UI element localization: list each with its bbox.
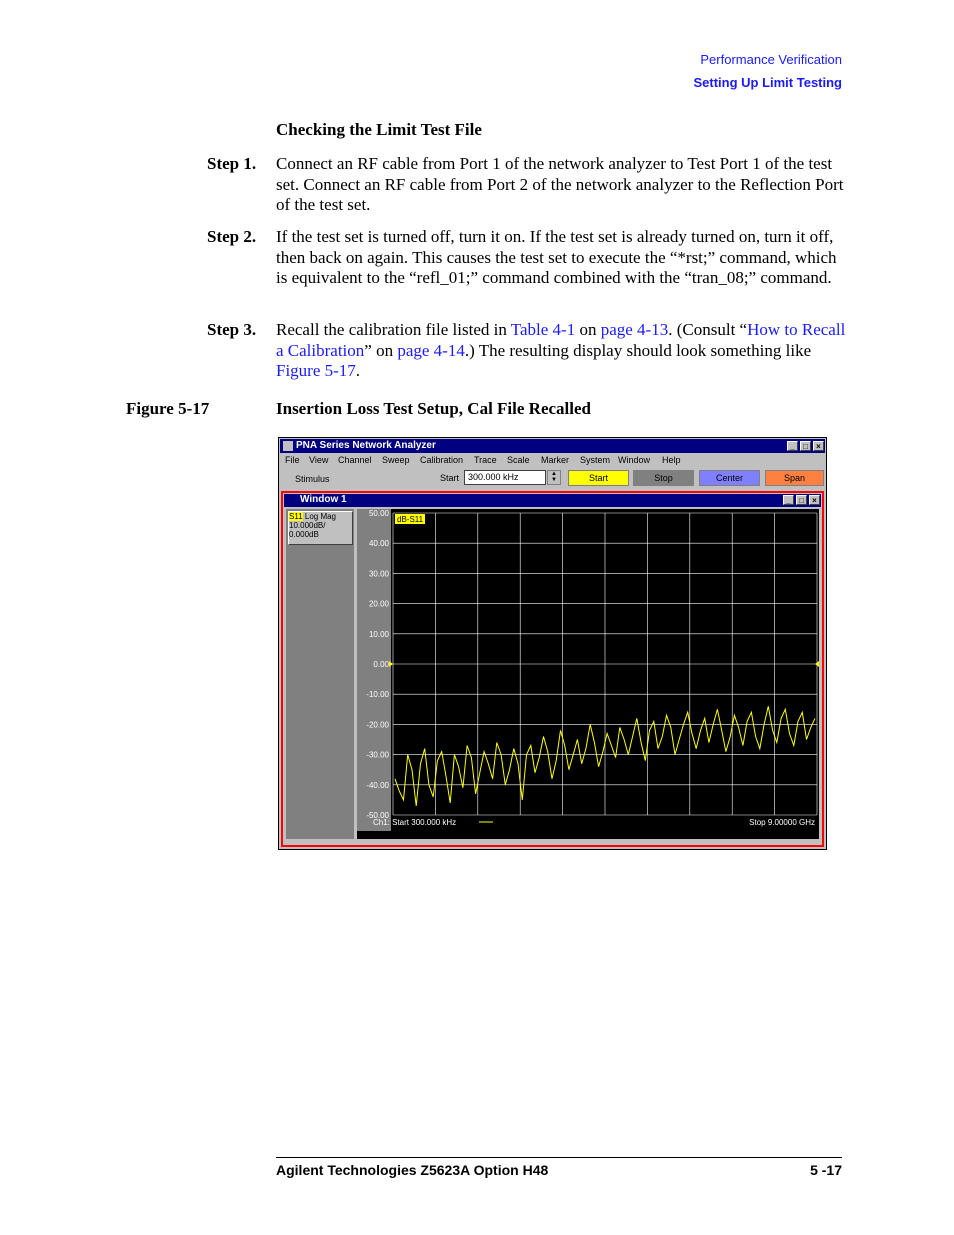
- y-tick-label: 20.00: [368, 599, 389, 609]
- trace-name: S11: [289, 512, 303, 521]
- menu-channel[interactable]: Channel: [338, 455, 372, 465]
- y-tick-label: -50.00: [366, 811, 389, 820]
- start-frequency-input[interactable]: 300.000 kHz: [464, 470, 546, 485]
- running-header-section: Performance Verification: [700, 52, 842, 67]
- step-3-text-part: Recall the calibration file listed in: [276, 320, 511, 339]
- menu-calibration[interactable]: Calibration: [420, 455, 464, 465]
- trace-ref: 0.000dB: [289, 530, 319, 539]
- plot-area: [357, 509, 819, 839]
- app-icon: [283, 441, 293, 451]
- trace-plot: [357, 509, 819, 831]
- y-tick-label: -30.00: [366, 750, 389, 760]
- running-header-subsection: Setting Up Limit Testing: [693, 75, 842, 90]
- network-analyzer-window: [278, 437, 827, 850]
- close-icon[interactable]: ×: [809, 495, 820, 505]
- y-tick-label: 10.00: [368, 629, 389, 639]
- menu-trace[interactable]: Trace: [474, 455, 497, 465]
- trace-label: dB-S11: [397, 515, 424, 524]
- menu-help[interactable]: Help: [662, 455, 681, 465]
- figure-5-17-link[interactable]: Figure 5-17: [276, 361, 356, 380]
- trace-scale: 10.000dB/: [289, 521, 326, 530]
- app-title: PNA Series Network Analyzer: [296, 440, 436, 451]
- footer-title: Agilent Technologies Z5623A Option H48: [276, 1162, 549, 1178]
- window-1-title: Window 1: [300, 494, 347, 505]
- span-button[interactable]: Span: [765, 470, 824, 486]
- y-tick-label: -40.00: [366, 780, 389, 790]
- step-3-text-part: .) The resulting display should look something like: [464, 340, 812, 360]
- close-icon[interactable]: ×: [813, 441, 824, 451]
- window-1-titlebar: [284, 494, 821, 507]
- step-3-label: Step 3.: [207, 320, 257, 339]
- start-label: Start: [440, 473, 460, 483]
- step-3-text-part: ” on: [364, 340, 398, 360]
- menu-bar: [281, 454, 824, 467]
- step-3-text: [276, 320, 846, 382]
- table-4-1-link[interactable]: Table 4-1: [510, 320, 576, 339]
- spin-arrows-icon[interactable]: ▲ ▼: [547, 470, 561, 485]
- trace-format: Log Mag: [304, 512, 337, 521]
- y-tick-label: 0.00: [373, 660, 389, 669]
- page-4-14-link[interactable]: page 4-14: [397, 340, 465, 360]
- y-tick-label: 40.00: [368, 539, 389, 549]
- start-button[interactable]: Start: [568, 470, 629, 486]
- minimize-icon[interactable]: _: [783, 495, 794, 505]
- section-title: Checking the Limit Test File: [276, 120, 482, 139]
- stop-button[interactable]: Stop: [633, 470, 694, 486]
- stimulus-label: Stimulus: [295, 474, 330, 484]
- y-tick-label: -10.00: [366, 690, 389, 700]
- trace-info-box[interactable]: [288, 511, 353, 545]
- y-tick-label: 30.00: [368, 569, 389, 579]
- page-4-13-link[interactable]: page 4-13: [600, 320, 669, 339]
- step-3-text-part: .: [355, 361, 361, 380]
- menu-scale[interactable]: Scale: [507, 455, 530, 465]
- step-3-text-part: on: [575, 320, 601, 339]
- step-1-text: Connect an RF cable from Port 1 of the network analyzer to Test Port 1 of the test set. Connect an RF cable from Port 2 of the network analyzer to the Reflection Port of the test set.: [276, 154, 844, 214]
- y-tick-label: -20.00: [366, 720, 389, 730]
- menu-window[interactable]: Window: [618, 455, 651, 465]
- menu-sweep[interactable]: Sweep: [382, 455, 410, 465]
- step-1-label: Step 1.: [207, 154, 257, 173]
- app-titlebar: [280, 439, 825, 453]
- trace-status-panel: [286, 509, 354, 839]
- stimulus-toolbar: [281, 469, 824, 489]
- stop-frequency-label: Stop 9.00000 GHz: [749, 818, 815, 827]
- figure-title: Insertion Loss Test Setup, Cal File Recalled: [276, 399, 591, 418]
- menu-marker[interactable]: Marker: [541, 455, 570, 465]
- y-tick-label: 50.00: [368, 509, 389, 518]
- figure-label: Figure 5-17: [126, 399, 210, 418]
- recall-calibration-link[interactable]: How to Recall a Calibration: [276, 320, 846, 360]
- menu-view[interactable]: View: [309, 455, 329, 465]
- step-2-text: If the test set is turned off, turn it on. If the test set is already turned on, turn it off, then back on again. This causes the test set to execute the “*rst;” command, which is equivalent to the “refl_01;” command combined with the “tran_08;” command.: [276, 227, 837, 287]
- measurement-window: [281, 491, 824, 847]
- menu-system[interactable]: System: [580, 455, 611, 465]
- minimize-icon[interactable]: _: [787, 441, 798, 451]
- start-frequency-label: Ch1: Start 300.000 kHz: [373, 818, 457, 827]
- step-3-text-part: . (Consult “: [668, 320, 748, 339]
- restore-icon[interactable]: □: [796, 495, 807, 505]
- step-2-label: Step 2.: [207, 227, 257, 246]
- footer-rule: [276, 1157, 842, 1158]
- center-button[interactable]: Center: [699, 470, 760, 486]
- page-number: 5 -17: [810, 1162, 842, 1178]
- menu-file[interactable]: File: [285, 455, 300, 465]
- maximize-icon[interactable]: □: [800, 441, 811, 451]
